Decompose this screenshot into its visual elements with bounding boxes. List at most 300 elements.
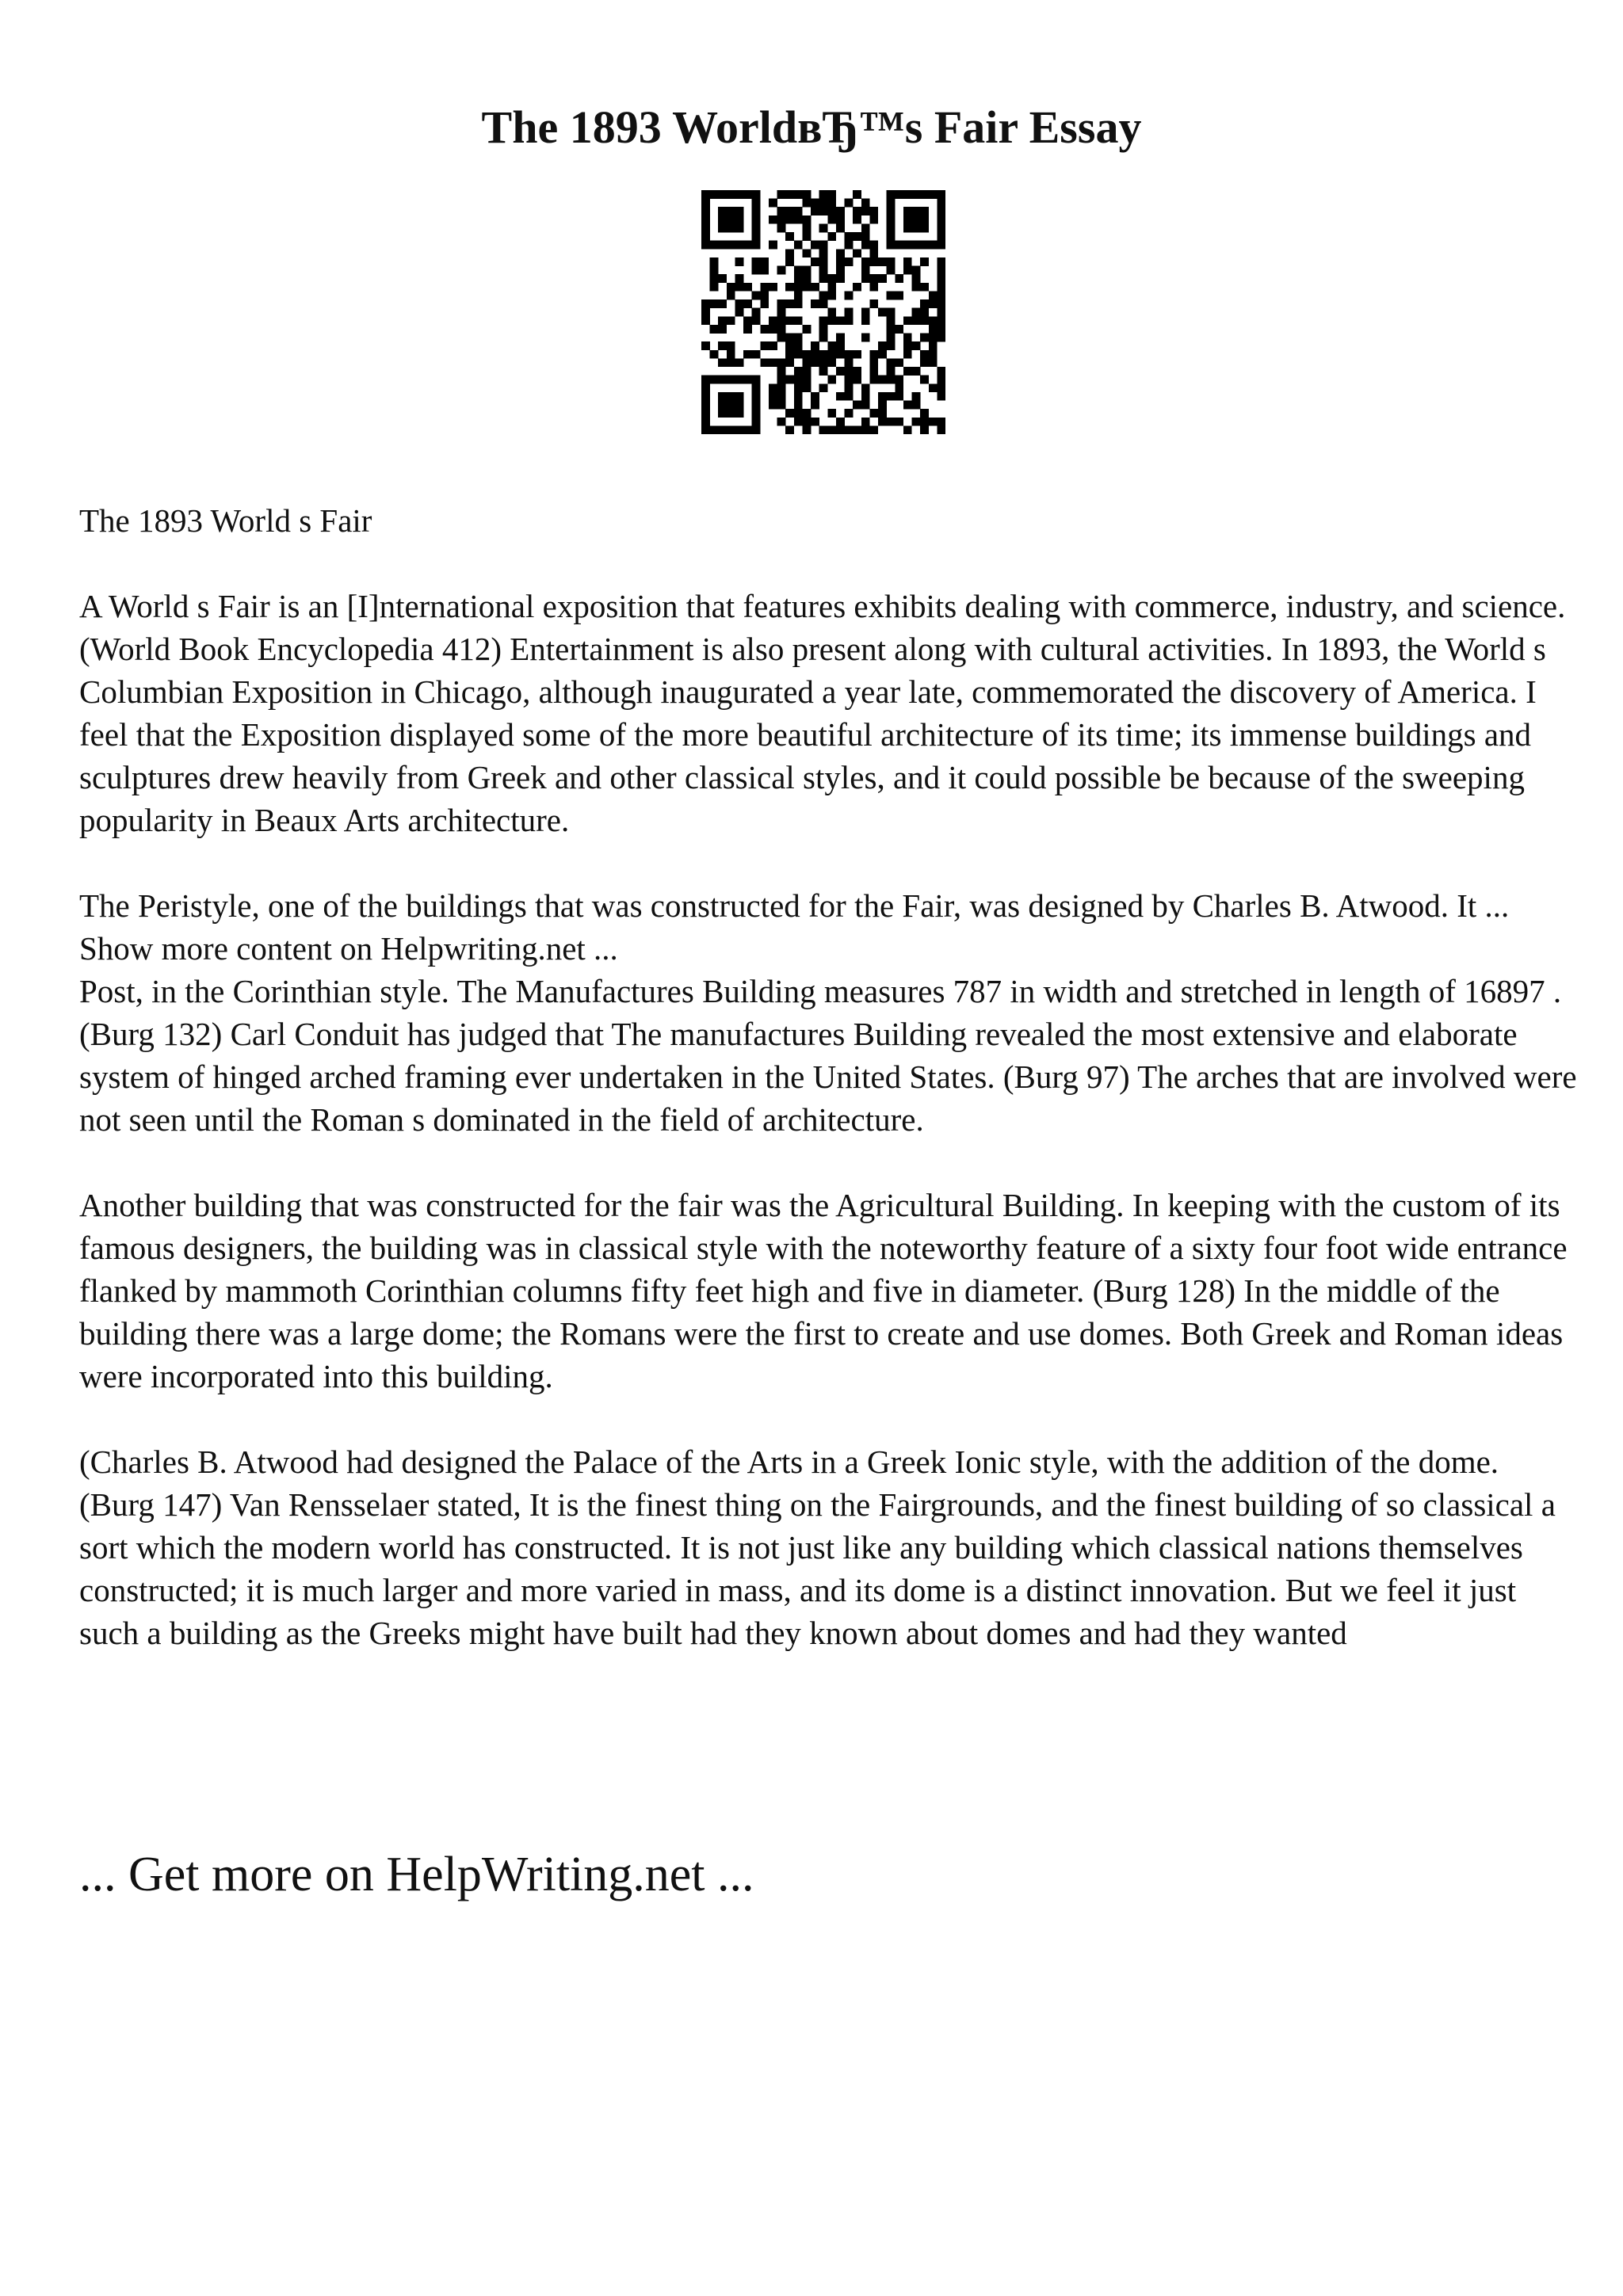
- qr-module: [920, 299, 929, 308]
- document-title: The 1893 WorldвЂ™s Fair Essay: [481, 101, 1142, 153]
- qr-module: [836, 341, 845, 350]
- qr-module: [727, 401, 735, 410]
- qr-module: [769, 358, 777, 367]
- qr-module: [777, 334, 786, 342]
- qr-module: [760, 358, 769, 367]
- qr-module: [802, 215, 811, 224]
- qr-module: [718, 207, 727, 215]
- qr-module: [718, 358, 727, 367]
- qr-module: [710, 425, 719, 434]
- qr-module: [903, 425, 912, 434]
- qr-module: [727, 215, 735, 224]
- qr-module: [878, 257, 887, 266]
- qr-module: [819, 190, 828, 199]
- qr-module: [861, 223, 870, 232]
- qr-module: [752, 392, 761, 401]
- qr-module: [869, 241, 878, 250]
- qr-module: [794, 266, 803, 275]
- qr-module: [777, 418, 786, 426]
- qr-module: [752, 232, 761, 241]
- qr-module: [819, 266, 828, 275]
- qr-module: [811, 257, 819, 266]
- qr-module: [701, 409, 710, 418]
- qr-module: [827, 316, 836, 325]
- qr-module: [937, 257, 945, 266]
- qr-module: [794, 283, 803, 292]
- qr-module: [827, 409, 836, 418]
- qr-module: [718, 401, 727, 410]
- qr-module: [869, 350, 878, 359]
- qr-module: [861, 392, 870, 401]
- qr-module: [895, 418, 903, 426]
- qr-module: [752, 308, 761, 317]
- qr-module: [827, 358, 836, 367]
- qr-module: [752, 223, 761, 232]
- qr-module: [735, 283, 743, 292]
- qr-module: [845, 308, 854, 317]
- qr-module: [845, 367, 854, 376]
- qr-module: [752, 241, 761, 250]
- qr-module: [861, 418, 870, 426]
- qr-module: [769, 283, 777, 292]
- qr-module: [727, 341, 735, 350]
- qr-module: [727, 190, 735, 199]
- qr-module: [769, 401, 777, 410]
- qr-module: [827, 376, 836, 384]
- qr-module: [752, 257, 761, 266]
- qr-module: [727, 409, 735, 418]
- qr-module: [887, 334, 896, 342]
- qr-module: [887, 232, 896, 241]
- qr-module: [836, 334, 845, 342]
- qr-module: [735, 308, 743, 317]
- qr-module: [920, 215, 929, 224]
- qr-module: [777, 299, 786, 308]
- qr-module: [769, 215, 777, 224]
- qr-module: [929, 383, 938, 392]
- qr-module: [727, 241, 735, 250]
- qr-module: [710, 299, 719, 308]
- qr-module: [760, 283, 769, 292]
- qr-module: [937, 215, 945, 224]
- qr-module: [861, 383, 870, 392]
- qr-module: [819, 367, 828, 376]
- qr-module: [878, 350, 887, 359]
- qr-module: [710, 350, 719, 359]
- qr-module: [887, 190, 896, 199]
- qr-module: [710, 274, 719, 283]
- qr-module: [845, 257, 854, 266]
- qr-module: [727, 358, 735, 367]
- qr-module: [794, 207, 803, 215]
- qr-module: [701, 232, 710, 241]
- qr-module: [794, 241, 803, 250]
- qr-module: [735, 223, 743, 232]
- qr-module: [735, 190, 743, 199]
- qr-module: [794, 401, 803, 410]
- qr-module: [827, 215, 836, 224]
- qr-module: [785, 334, 794, 342]
- qr-module: [718, 376, 727, 384]
- qr-module: [845, 376, 854, 384]
- qr-module: [760, 257, 769, 266]
- qr-module: [836, 418, 845, 426]
- qr-module: [710, 283, 719, 292]
- qr-module: [912, 266, 921, 275]
- qr-module: [752, 291, 761, 299]
- qr-module: [802, 376, 811, 384]
- qr-module: [937, 207, 945, 215]
- qr-module: [777, 383, 786, 392]
- qr-module: [920, 190, 929, 199]
- qr-module: [937, 241, 945, 250]
- qr-module: [760, 325, 769, 334]
- qr-module: [785, 316, 794, 325]
- qr-module: [895, 376, 903, 384]
- qr-module: [701, 376, 710, 384]
- qr-module: [853, 401, 861, 410]
- qr-module: [853, 376, 861, 384]
- qr-module: [785, 257, 794, 266]
- qr-module: [836, 350, 845, 359]
- qr-module: [827, 291, 836, 299]
- qr-module: [701, 223, 710, 232]
- qr-module: [895, 392, 903, 401]
- qr-module: [869, 299, 878, 308]
- qr-module: [937, 392, 945, 401]
- qr-module: [802, 283, 811, 292]
- qr-module: [802, 249, 811, 257]
- qr-module: [836, 316, 845, 325]
- qr-module: [920, 418, 929, 426]
- qr-module: [937, 418, 945, 426]
- qr-module: [777, 207, 786, 215]
- qr-module: [760, 291, 769, 299]
- qr-module: [743, 425, 752, 434]
- qr-module: [811, 358, 819, 367]
- qr-module: [845, 409, 854, 418]
- qr-module: [929, 325, 938, 334]
- qr-module: [785, 299, 794, 308]
- qr-module: [845, 425, 854, 434]
- qr-module: [752, 409, 761, 418]
- qr-module: [937, 199, 945, 208]
- qr-module: [836, 274, 845, 283]
- qr-module: [701, 418, 710, 426]
- qr-module: [836, 425, 845, 434]
- qr-module: [735, 299, 743, 308]
- qr-module: [903, 207, 912, 215]
- paragraph-palace-of-arts: (Charles B. Atwood had designed the Palace of the Arts in a Greek Ionic style, with the addition of the dome. (Burg 147) Van Rensselaer stated, It is the finest thing on the Fairgrounds, and the finest building of so classical a sort which the modern world has constructed. It is not just like any building which classical nations themselves constructed; it is much larger and more varied in mass, and its dome is a distinct innovation. But we feel it just such a building as the Greeks might have built had they known about domes and had they wanted: [79, 1444, 1556, 1651]
- qr-module: [878, 274, 887, 283]
- qr-module: [887, 341, 896, 350]
- qr-module: [743, 283, 752, 292]
- qr-module: [887, 266, 896, 275]
- qr-module: [878, 401, 887, 410]
- qr-module: [777, 358, 786, 367]
- qr-module: [735, 257, 743, 266]
- qr-module: [887, 376, 896, 384]
- qr-module: [794, 274, 803, 283]
- qr-module: [760, 341, 769, 350]
- qr-module: [794, 316, 803, 325]
- qr-module: [929, 241, 938, 250]
- qr-module: [811, 299, 819, 308]
- qr-module: [827, 283, 836, 292]
- essay-heading: The 1893 World s Fair: [79, 502, 372, 539]
- qr-module: [794, 334, 803, 342]
- qr-module: [777, 190, 786, 199]
- qr-module: [929, 291, 938, 299]
- qr-module: [785, 409, 794, 418]
- qr-module: [819, 316, 828, 325]
- qr-module: [903, 334, 912, 342]
- qr-module: [819, 350, 828, 359]
- qr-module: [853, 190, 861, 199]
- qr-module: [853, 425, 861, 434]
- qr-module: [920, 409, 929, 418]
- qr-module: [819, 241, 828, 250]
- essay-body: [79, 499, 1577, 1697]
- qr-module: [752, 418, 761, 426]
- qr-module: [785, 190, 794, 199]
- qr-module: [802, 367, 811, 376]
- qr-module: [827, 232, 836, 241]
- qr-module: [718, 392, 727, 401]
- qr-module: [710, 325, 719, 334]
- qr-module: [794, 215, 803, 224]
- qr-module: [819, 257, 828, 266]
- qr-module: [701, 299, 710, 308]
- qr-module: [752, 376, 761, 384]
- qr-module: [912, 215, 921, 224]
- qr-module: [903, 257, 912, 266]
- qr-module: [727, 392, 735, 401]
- qr-module: [887, 367, 896, 376]
- qr-module: [903, 401, 912, 410]
- qr-module: [794, 299, 803, 308]
- qr-module: [895, 358, 903, 367]
- qr-module: [794, 341, 803, 350]
- qr-module: [895, 291, 903, 299]
- qr-module: [869, 274, 878, 283]
- qr-module: [845, 241, 854, 250]
- qr-module: [718, 223, 727, 232]
- qr-module: [895, 190, 903, 199]
- qr-module: [760, 266, 769, 275]
- qr-module: [777, 376, 786, 384]
- qr-module: [929, 418, 938, 426]
- qr-module: [887, 325, 896, 334]
- paragraph-peristyle: The Peristyle, one of the buildings that was constructed for the Fair, was designed by Charles B. Atwood. It ... Show more content on Helpwriting.net ...: [79, 887, 1510, 967]
- qr-module: [853, 283, 861, 292]
- qr-module: [752, 401, 761, 410]
- qr-module: [718, 299, 727, 308]
- qr-module: [777, 392, 786, 401]
- qr-module: [701, 241, 710, 250]
- qr-module: [827, 207, 836, 215]
- qr-module: [903, 266, 912, 275]
- qr-module: [912, 274, 921, 283]
- qr-module: [777, 401, 786, 410]
- qr-module: [769, 241, 777, 250]
- qr-module: [895, 383, 903, 392]
- qr-module: [769, 325, 777, 334]
- qr-module: [743, 376, 752, 384]
- qr-module: [929, 190, 938, 199]
- qr-module: [912, 207, 921, 215]
- qr-module: [836, 266, 845, 275]
- qr-module: [785, 215, 794, 224]
- qr-module: [760, 299, 769, 308]
- qr-module: [861, 401, 870, 410]
- qr-module: [845, 350, 854, 359]
- qr-module: [869, 215, 878, 224]
- qr-module: [735, 392, 743, 401]
- qr-module: [869, 358, 878, 367]
- qr-module: [802, 190, 811, 199]
- qr-module: [887, 199, 896, 208]
- qr-module: [937, 376, 945, 384]
- qr-module: [887, 392, 896, 401]
- qr-module: [912, 241, 921, 250]
- qr-module: [811, 341, 819, 350]
- qr-module: [785, 358, 794, 367]
- qr-module: [861, 274, 870, 283]
- qr-module: [937, 316, 945, 325]
- qr-module: [811, 199, 819, 208]
- qr-module: [912, 392, 921, 401]
- qr-module: [827, 199, 836, 208]
- qr-module: [777, 266, 786, 275]
- qr-module: [861, 266, 870, 275]
- qr-module: [887, 241, 896, 250]
- qr-module: [727, 376, 735, 384]
- qr-module: [929, 350, 938, 359]
- qr-module: [937, 232, 945, 241]
- qr-module: [912, 308, 921, 317]
- qr-module: [836, 257, 845, 266]
- qr-module: [929, 341, 938, 350]
- qr-module: [752, 425, 761, 434]
- qr-module: [701, 190, 710, 199]
- qr-module: [735, 358, 743, 367]
- qr-module: [752, 266, 761, 275]
- qr-module: [887, 207, 896, 215]
- qr-module: [878, 418, 887, 426]
- qr-module: [887, 308, 896, 317]
- qr-module: [861, 425, 870, 434]
- qr-module: [869, 376, 878, 384]
- qr-module: [845, 392, 854, 401]
- qr-module: [811, 241, 819, 250]
- qr-module: [869, 283, 878, 292]
- qr-module: [819, 249, 828, 257]
- qr-module: [802, 325, 811, 334]
- qr-module: [920, 241, 929, 250]
- qr-module: [903, 341, 912, 350]
- qr-module: [920, 350, 929, 359]
- qr-module: [743, 316, 752, 325]
- qr-module: [802, 223, 811, 232]
- qr-module: [743, 299, 752, 308]
- qr-module: [785, 283, 794, 292]
- qr-module: [777, 308, 786, 317]
- qr-module: [887, 316, 896, 325]
- qr-module: [701, 401, 710, 410]
- qr-module: [752, 316, 761, 325]
- qr-module: [887, 257, 896, 266]
- qr-module: [937, 299, 945, 308]
- qr-module: [836, 367, 845, 376]
- qr-module: [777, 367, 786, 376]
- qr-module: [735, 425, 743, 434]
- qr-module: [887, 215, 896, 224]
- qr-module: [878, 409, 887, 418]
- qr-module: [710, 266, 719, 275]
- qr-module: [794, 291, 803, 299]
- qr-module: [845, 358, 854, 367]
- paragraph-manufactures: Post, in the Corinthian style. The Manufactures Building measures 787 in width and stretched in length of 16897 . (Burg 132) Carl Conduit has judged that The manufactures Building revealed the most extensive and elaborate system of hinged arched framing ever undertaken in the United States. (Burg 97) The arches that are involved were not seen until the Roman s dominated in the field of architecture.: [79, 973, 1577, 1138]
- qr-module: [937, 334, 945, 342]
- qr-module: [701, 425, 710, 434]
- qr-module: [912, 283, 921, 292]
- qr-module: [785, 341, 794, 350]
- qr-module: [827, 425, 836, 434]
- qr-module: [785, 249, 794, 257]
- qr-module: [861, 257, 870, 266]
- qr-module: [836, 223, 845, 232]
- qr-module: [752, 350, 761, 359]
- qr-module: [937, 283, 945, 292]
- qr-module: [727, 223, 735, 232]
- qr-module: [794, 383, 803, 392]
- qr-module: [743, 190, 752, 199]
- qr-module: [853, 367, 861, 376]
- qr-module: [869, 425, 878, 434]
- qr-module: [752, 215, 761, 224]
- qr-module: [819, 358, 828, 367]
- qr-module: [937, 223, 945, 232]
- qr-module: [718, 425, 727, 434]
- qr-module: [912, 316, 921, 325]
- qr-module: [920, 207, 929, 215]
- qr-code[interactable]: [701, 190, 945, 434]
- qr-module: [869, 367, 878, 376]
- qr-module: [727, 283, 735, 292]
- qr-module: [929, 334, 938, 342]
- qr-module: [853, 249, 861, 257]
- qr-module: [701, 341, 710, 350]
- get-more-link[interactable]: ... Get more on HelpWriting.net ...: [79, 1848, 754, 1901]
- qr-module: [861, 232, 870, 241]
- qr-module: [752, 199, 761, 208]
- qr-module: [827, 308, 836, 317]
- qr-module: [802, 350, 811, 359]
- qr-module: [937, 266, 945, 275]
- qr-module: [743, 241, 752, 250]
- qr-module: [920, 308, 929, 317]
- qr-module: [769, 383, 777, 392]
- qr-module: [710, 376, 719, 384]
- qr-module: [785, 376, 794, 384]
- qr-module: [887, 291, 896, 299]
- qr-module: [752, 207, 761, 215]
- qr-module: [777, 316, 786, 325]
- qr-module: [895, 325, 903, 334]
- qr-module: [769, 199, 777, 208]
- qr-module: [878, 308, 887, 317]
